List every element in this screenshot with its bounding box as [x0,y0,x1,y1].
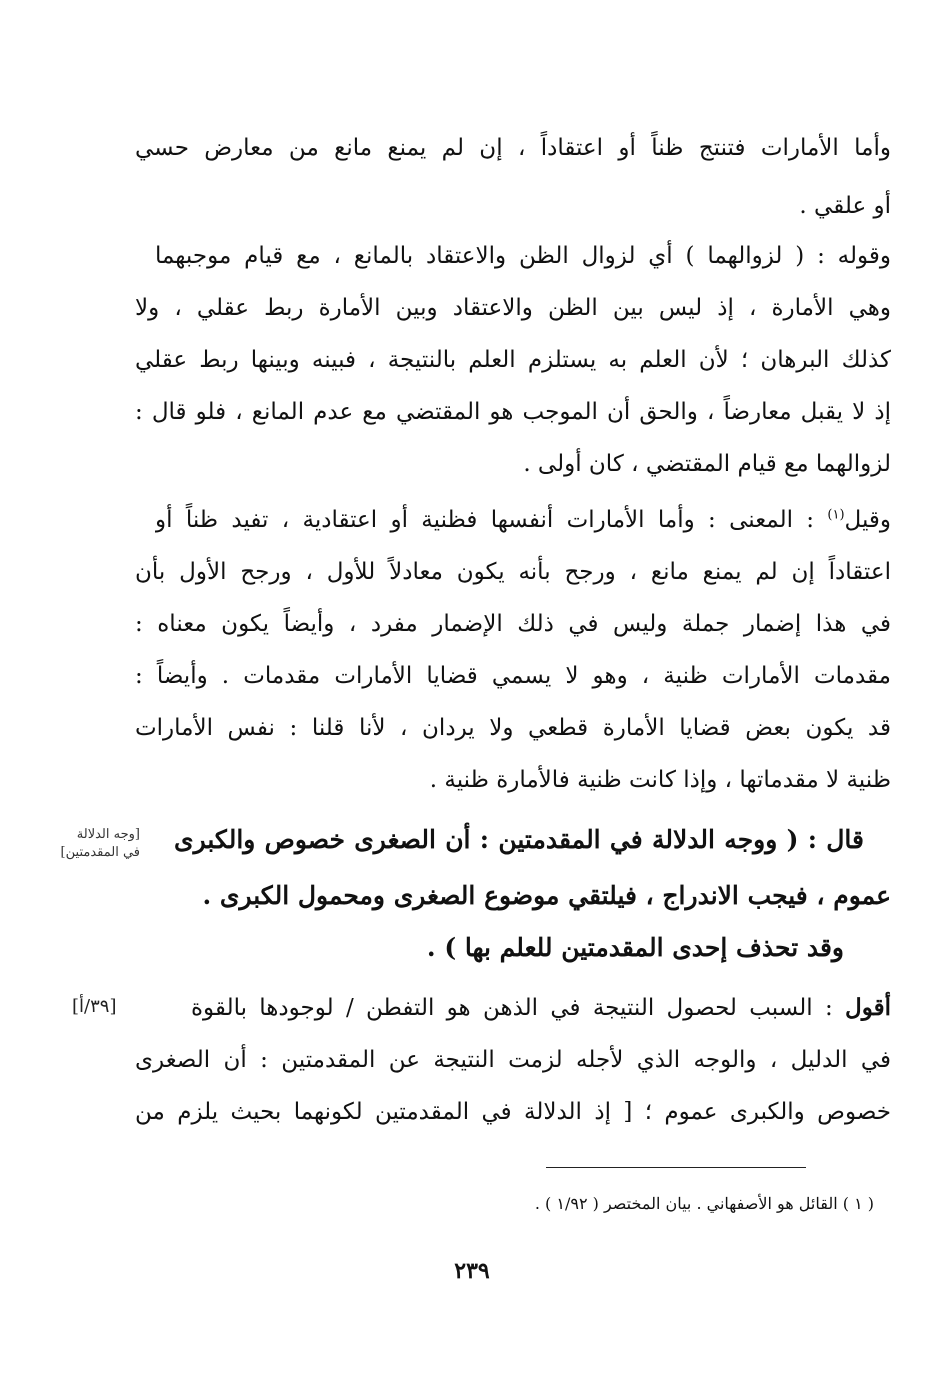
paragraph-start: وقيل [844,507,891,533]
commentary-label: أقول [845,994,891,1021]
text-line: اعتقاداً إن لم يمنع مانع ، ورجح بأنه يكون معادلاً للأول ، ورجح الأول بأن [135,559,891,585]
text-line: أو علقي . [799,193,891,219]
footnote-reference: (١) [827,507,845,523]
text-line: وقوله : ( لزوالهما ) أي لزوال الظن والاعتقاد بالمانع ، مع قيام موجبهما [155,243,891,269]
page-number: ٢٣٩ [454,1258,490,1284]
quote-line: عموم ، فيجب الاندراج ، فيلتقي موضوع الصغرى ومحمول الكبرى . [202,881,891,910]
text-line: في هذا إضمار جملة وليس في ذلك الإضمار مفرد ، وأيضاً يكون معناه : [135,611,891,637]
text-line [191,988,891,1028]
text-line: لزوالهما مع قيام المقتضي ، كان أولى . [523,451,891,477]
margin-note [61,826,140,862]
quote-line: وقد تحذف إحدى المقدمتين للعلم بها ) . [426,933,844,962]
text-line: في الدليل ، والوجه الذي لأجله لزمت النتيجة عن المقدمتين : أن الصغرى [135,1047,891,1073]
margin-note-line: [وجه الدلالة [76,827,140,842]
text-line: إذ لا يقبل معارضاً ، والحق أن الموجب هو المقتضي مع عدم المانع ، فلو قال : [135,399,891,425]
text-line: ظنية لا مقدماتها ، وإذا كانت ظنية فالأمارة ظنية . [429,767,891,793]
text-line: قد يكون بعض قضايا الأمارة قطعي ولا يردان ، لأنا قلنا : نفس الأمارات [135,715,891,741]
text-line: مقدمات الأمارات ظنية ، وهو لا يسمي قضايا الأمارات مقدمات . وأيضاً : [135,663,891,689]
footnote-separator [546,1167,806,1168]
text-line [155,500,891,540]
manuscript-folio-reference: [٣٩/أ] [72,996,117,1017]
text-line: خصوص والكبرى عموم ؛ [ إذ الدلالة في المقدمتين لكونهما بحيث يلزم من [135,1099,891,1125]
text-line: كذلك البرهان ؛ لأن العلم به يستلزم العلم بالنتيجة ، فبينه وبينها ربط عقلي [135,347,891,373]
text-line: وهي الأمارة ، إذ ليس بين الظن والاعتقاد وبين الأمارة ربط عقلي ، ولا [135,295,891,321]
quote-text: : ( ووجه الدلالة في المقدمتين : أن الصغرى خصوص والكبرى [174,825,827,854]
footnote: ( ١ ) القائل هو الأصفهاني . بيان المختصر ( ١/٩٢ ) . [534,1194,874,1213]
margin-note-line: في المقدمتين] [60,845,140,860]
commentary-text: : السبب لحصول النتيجة في الذهن هو التفطن / لوجودها بالقوة [191,995,846,1021]
quote-label: قال [826,825,864,854]
text-line: وأما الأمارات فتنتج ظناً أو اعتقاداً ، إن لم يمنع مانع من معارض حسي [135,135,891,161]
paragraph-rest: : المعنى : وأما الأمارات أنفسها فظنية أو اعتقادية ، تفيد ظناً أو [155,507,828,533]
quote-line [174,820,864,860]
